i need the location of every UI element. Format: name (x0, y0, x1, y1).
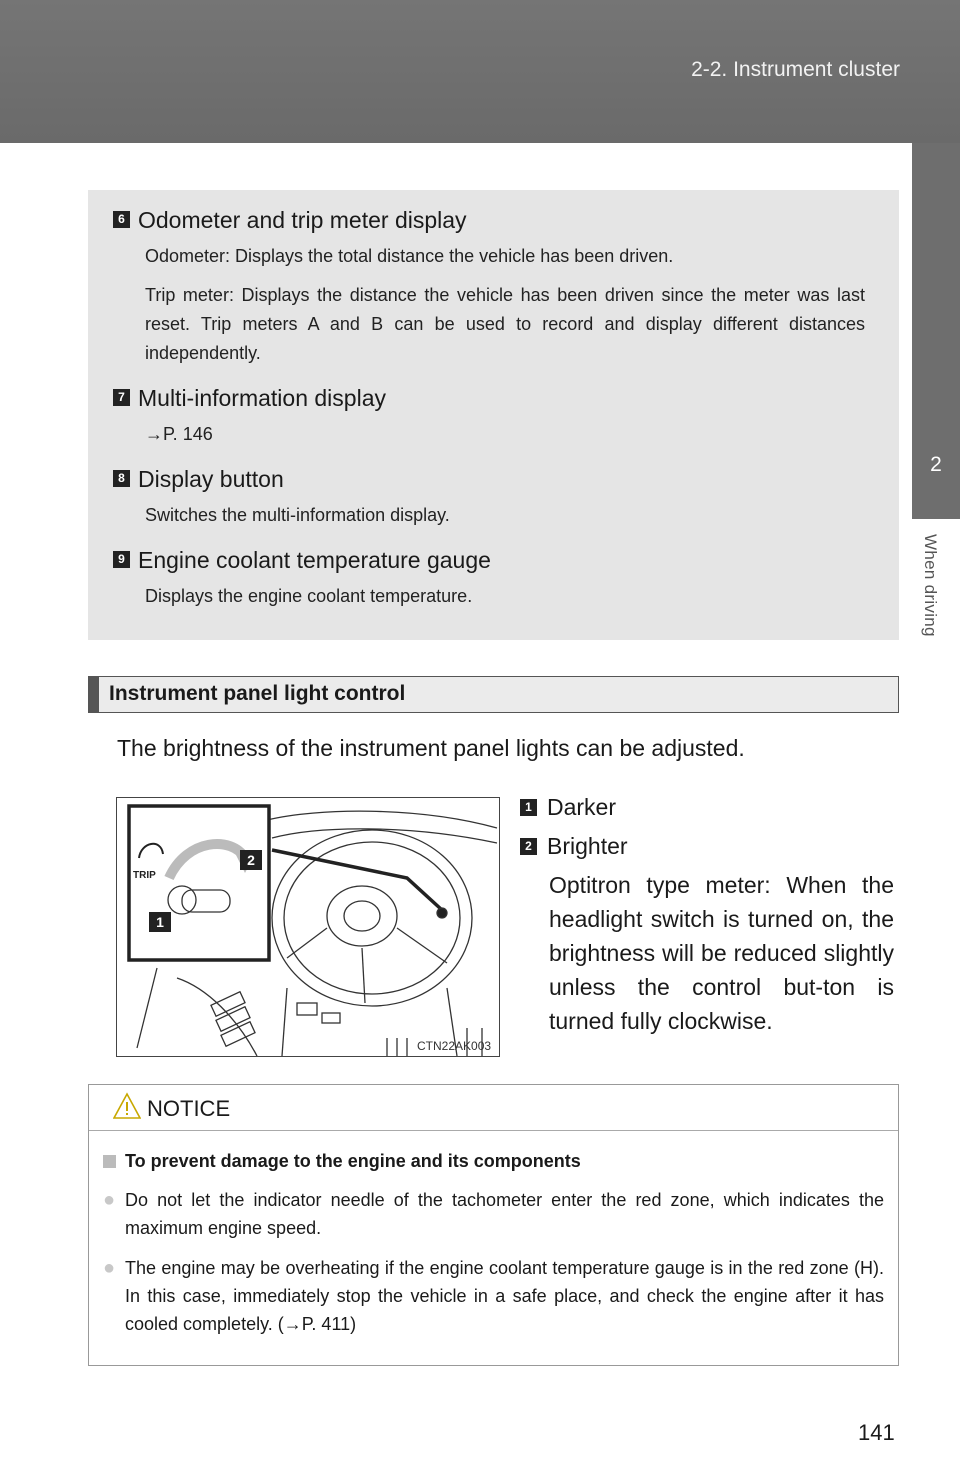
number-badge: 2 (520, 838, 537, 855)
notice-box (88, 1084, 899, 1366)
number-badge: 1 (520, 799, 537, 816)
notice-bullet-text: Do not let the indicator needle of the tachometer enter the red zone, which indicates the maximum engine speed. (125, 1190, 884, 1238)
number-badge: 9 (113, 551, 130, 568)
heading-stripe (89, 677, 99, 712)
dashboard-illustration (116, 797, 500, 1057)
item-text: Switches the multi-information display. (145, 505, 450, 525)
notice-bullet (103, 1254, 884, 1338)
notice-label: NOTICE (147, 1096, 231, 1121)
callout-1: 1 (156, 914, 164, 930)
illustration-code: CTN22AK003 (417, 1039, 492, 1053)
item-title: Display button (138, 466, 284, 492)
item-title: Odometer and trip meter display (138, 207, 467, 233)
item-text: Trip meter: Displays the distance the vehicle has been driven since the meter was last reset. Trip meters A and B can be used to record and display different distances independently. (145, 285, 865, 363)
trip-label: TRIP (133, 870, 156, 881)
number-badge: 7 (113, 389, 130, 406)
square-bullet-icon (103, 1155, 116, 1168)
step-list (520, 790, 894, 1038)
item-title: Multi-information display (138, 385, 386, 411)
section-intro: The brightness of the instrument panel lights can be adjusted. (117, 735, 745, 761)
section-heading (88, 676, 899, 713)
step-label: Darker (547, 794, 617, 820)
notice-title (103, 1151, 884, 1172)
notice-bullet-text: The engine may be overheating if the engine coolant temperature gauge is in the red zone (H). In this case, immediately stop the vehicle in a safe place, and check the engine after it has cooled completely. (→P. 411) (125, 1258, 884, 1334)
gauge-description-box (88, 190, 899, 640)
step-note: Optitron type meter: When the headlight switch is turned on, the brightness will be reduced slightly unless the control but-ton is turned fully clockwise. (549, 872, 894, 1034)
page-header (0, 0, 960, 143)
number-badge: 6 (113, 211, 130, 228)
item-multi-info (113, 382, 865, 449)
notice-bullet (103, 1186, 884, 1242)
step-label: Brighter (547, 833, 628, 859)
section-title: 2-2. Instrument cluster (691, 58, 900, 81)
page-reference-link[interactable]: →P. 146 (145, 424, 213, 444)
dashboard-drawing (117, 798, 499, 1056)
item-text: Displays the engine coolant temperature. (145, 586, 473, 606)
section-heading-title: Instrument panel light control (109, 682, 406, 705)
step-darker (520, 790, 894, 824)
item-title: Engine coolant temperature gauge (138, 547, 491, 573)
notice-title-text: To prevent damage to the engine and its components (125, 1151, 581, 1171)
chapter-tab-number: 2 (912, 143, 960, 519)
item-display-button (113, 463, 865, 530)
notice-header (89, 1085, 898, 1131)
bullet-dot-icon: ● (103, 1189, 116, 1211)
item-coolant-gauge (113, 544, 865, 611)
warning-icon (113, 1092, 141, 1120)
item-odometer (113, 204, 865, 368)
step-brighter (520, 829, 894, 863)
chapter-tab-label: When driving (921, 534, 940, 637)
bullet-dot-icon: ● (103, 1257, 116, 1279)
item-text: Odometer: Displays the total distance the vehicle has been driven. (145, 246, 674, 266)
page-number: 141 (858, 1420, 895, 1445)
number-badge: 8 (113, 470, 130, 487)
callout-2: 2 (247, 852, 255, 868)
